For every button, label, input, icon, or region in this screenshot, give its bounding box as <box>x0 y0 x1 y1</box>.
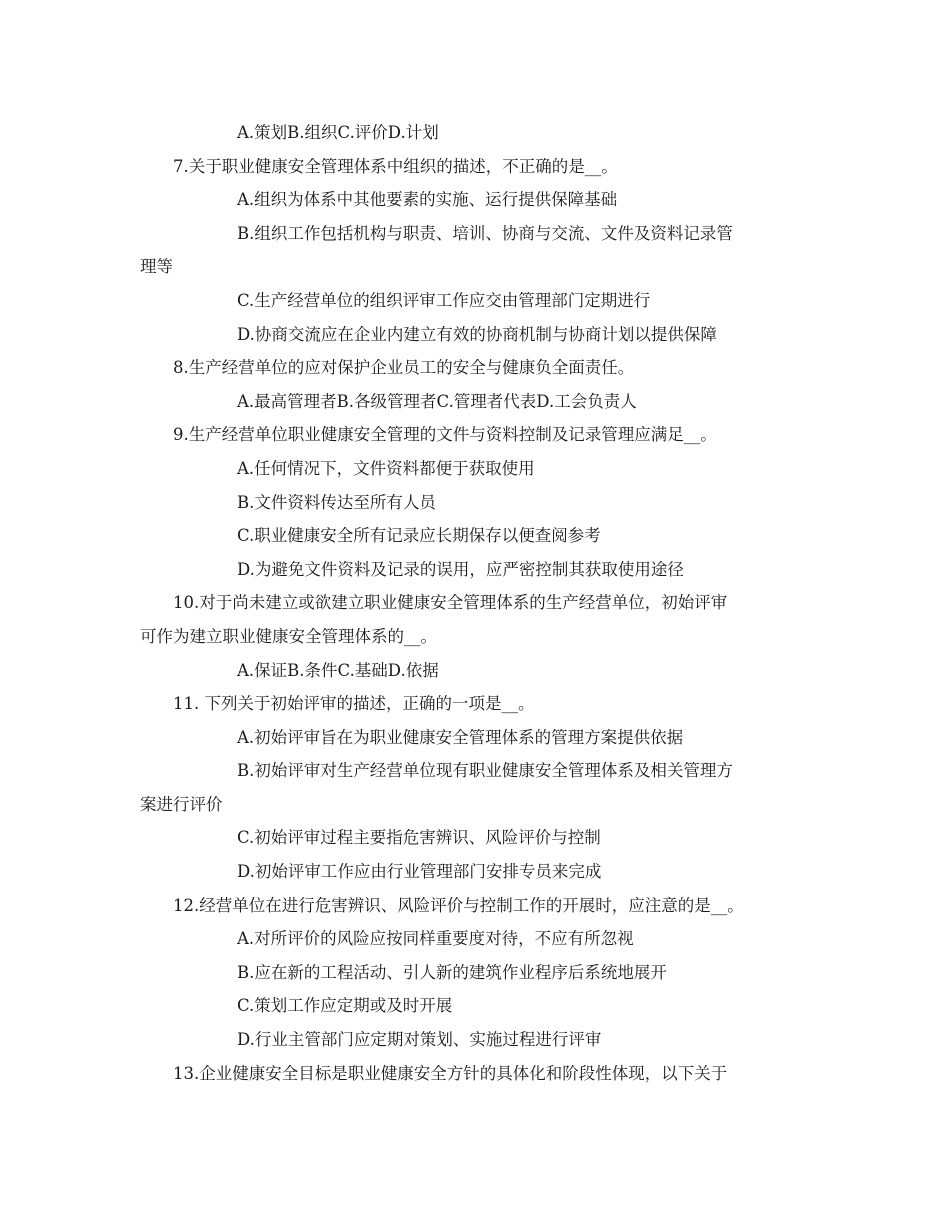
question-12-option-c: C.策划工作应定期或及时开展 <box>237 996 453 1016</box>
question-9-option-b: B.文件资料传达至所有人员 <box>237 492 436 512</box>
question-9-option-a: A.任何情况下，文件资料都便于获取使用 <box>237 458 535 478</box>
question-9-option-d: D.为避免文件资料及记录的误用，应严密控制其获取使用途径 <box>237 559 684 579</box>
question-10-options: A.保证B.条件C.基础D.依据 <box>237 660 439 680</box>
question-12-option-a: A.对所评价的风险应按同样重要度对待，不应有所忽视 <box>237 929 634 949</box>
question-11-option-b: B.初始评审对生产经营单位现有职业健康安全管理体系及相关管理方 <box>237 761 733 781</box>
question-8-options: A.最高管理者B.各级管理者C.管理者代表D.工会负责人 <box>237 391 637 411</box>
question-10-stem-cont: 可作为建立职业健康安全管理体系的__。 <box>140 626 437 646</box>
question-7-option-d: D.协商交流应在企业内建立有效的协商机制与协商计划以提供保障 <box>237 324 717 344</box>
question-7-option-b: B.组织工作包括机构与职责、培训、协商与交流、文件及资料记录管 <box>237 223 733 243</box>
question-11-option-c: C.初始评审过程主要指危害辨识、风险评价与控制 <box>237 828 601 848</box>
question-6-options: A.策划B.组织C.评价D.计划 <box>237 123 439 142</box>
question-11-option-b-cont: 案进行评价 <box>140 794 223 814</box>
question-12-stem: 12.经营单位在进行危害辨识、风险评价与控制工作的开展时，应注意的是__。 <box>173 895 744 915</box>
question-10-stem: 10.对于尚未建立或欲建立职业健康安全管理体系的生产经营单位，初始评审 <box>173 593 728 613</box>
question-12-option-b: B.应在新的工程活动、引人新的建筑作业程序后系统地展开 <box>237 962 667 982</box>
question-7-option-b-cont: 理等 <box>140 257 173 277</box>
question-7-stem: 7.关于职业健康安全管理体系中组织的描述，不正确的是__。 <box>173 156 618 176</box>
document-body <box>140 116 812 1090</box>
question-11-option-d: D.初始评审工作应由行业管理部门安排专员来完成 <box>237 862 602 882</box>
question-11-option-a: A.初始评审旨在为职业健康安全管理体系的管理方案提供依据 <box>237 727 684 747</box>
question-7-option-c: C.生产经营单位的组织评审工作应交由管理部门定期进行 <box>237 290 651 310</box>
question-12-option-d: D.行业主管部门应定期对策划、实施过程进行评审 <box>237 1030 602 1050</box>
question-11-stem: 11. 下列关于初始评审的描述，正确的一项是__。 <box>173 694 535 714</box>
question-13-stem: 13.企业健康安全目标是职业健康安全方针的具体化和阶段性体现，以下关于 <box>173 1063 728 1083</box>
question-8-stem: 8.生产经营单位的应对保护企业员工的安全与健康负全面责任。 <box>173 358 635 378</box>
question-7-option-a: A.组织为体系中其他要素的实施、运行提供保障基础 <box>237 190 618 210</box>
question-9-option-c: C.职业健康安全所有记录应长期保存以便查阅参考 <box>237 526 601 546</box>
question-9-stem: 9.生产经营单位职业健康安全管理的文件与资料控制及记录管理应满足__。 <box>173 425 717 445</box>
